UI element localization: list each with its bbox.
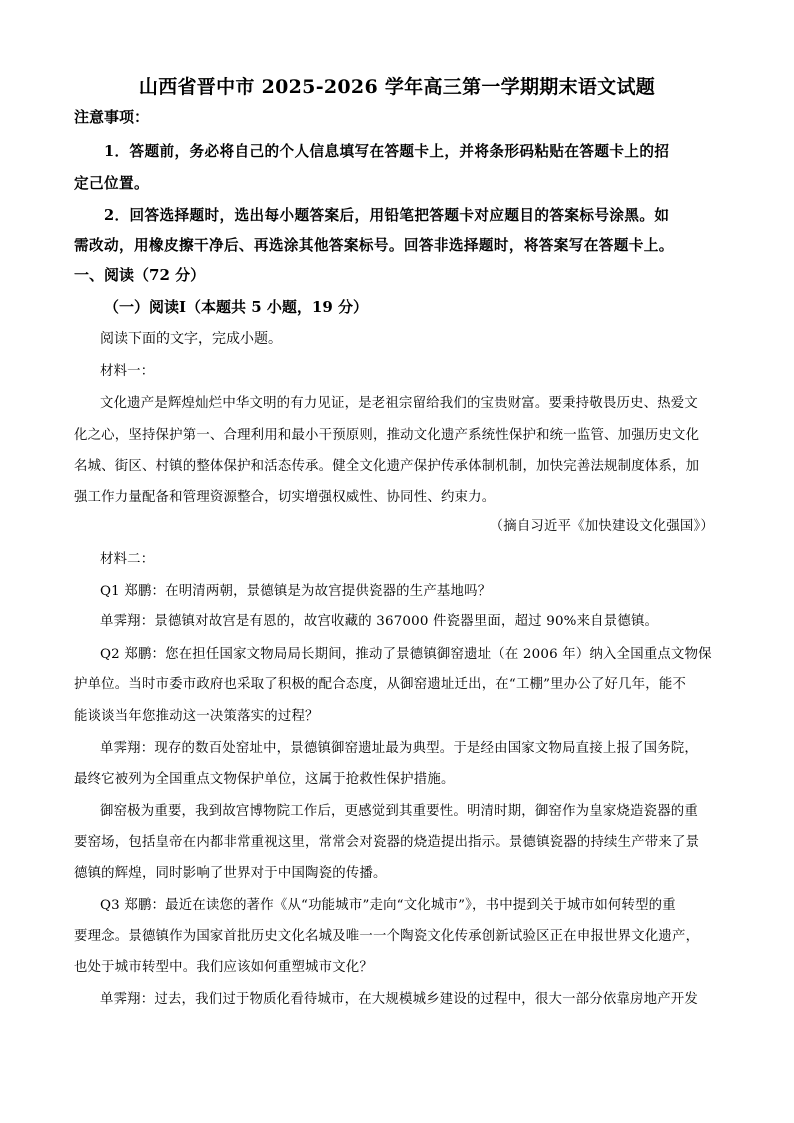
notice-heading: 注意事项： [74, 108, 150, 126]
material-2-label: 材料二： [100, 552, 155, 567]
material-1-label: 材料一： [100, 364, 155, 379]
notice-item-2-line-2: 需改动，用橡皮擦干净后、再选涂其他答案标号。回答非选择题时，将答案写在答题卡上。 [74, 237, 674, 254]
notice-item-1-line-1: 1．答题前，务必将自己的个人信息填写在答题卡上，并将条形码粘贴在答题卡上的招 [104, 143, 670, 160]
material-1-line: 强工作力量配备和管理资源整合，切实增强权威性、协同性、约束力。 [74, 490, 496, 505]
reading-instruction: 阅读下面的文字，完成小题。 [100, 331, 282, 347]
material-1-line: 文化遗产是辉煌灿烂中华文明的有力见证，是老祖宗留给我们的宝贵财富。要秉持敬畏历史、热爱文 [100, 396, 698, 411]
interview-line: 单霁翔：景德镇对故宫是有恩的，故宫收藏的 367000 件瓷器里面，超过 90%来自景德镇。 [100, 614, 659, 629]
interview-line: Q3 郑鹏：最近在读您的著作《从“功能城市”走向“文化城市”》，书中提到关于城市如何转型的重 [100, 898, 676, 913]
interview-line: 单霁翔：现存的数百处窑址中，景德镇御窑遗址最为典型。于是经由国家文物局直接上报了国务院， [100, 741, 698, 756]
interview-line: 要窑场，包括皇帝在内都非常重视这里，常常会对瓷器的烧造提出指示。景德镇瓷器的持续生产带来了景 [74, 835, 700, 850]
interview-line: Q1 郑鹏：在明清两朝，景德镇是为故宫提供瓷器的生产基地吗？ [100, 584, 492, 599]
interview-line: 单霁翔：过去，我们过于物质化看待城市，在大规模城乡建设的过程中，很大一部分依靠房地产开发 [100, 992, 698, 1007]
interview-line: 也处于城市转型中。我们应该如何重塑城市文化？ [74, 960, 373, 975]
interview-line: 御窑极为重要，我到故宫博物院工作后，更感觉到其重要性。明清时期，御窑作为皇家烧造瓷器的重 [100, 804, 698, 819]
interview-line: 护单位。当时市委市政府也采取了积极的配合态度，从御窑遗址迁出，在“工棚”里办公了好几年，能不 [74, 677, 687, 692]
material-1-source: （摘自习近平《加快建设文化强国》） [489, 519, 714, 534]
interview-line: 最终它被列为全国重点文物保护单位，这属于抢救性保护措施。 [74, 772, 455, 787]
material-1-line: 名城、街区、村镇的整体保护和活态传承。健全文化遗产保护传承体制机制，加快完善法规制度体系，加 [74, 459, 700, 474]
subsection-heading: （一）阅读Ⅰ（本题共 5 小题，19 分） [104, 298, 368, 316]
material-1-line: 化之心，坚持保护第一、合理利用和最小干预原则，推动文化遗产系统性保护和统一监管、加强历史文化 [74, 428, 700, 443]
interview-line: Q2 郑鹏：您在担任国家文物局局长期间，推动了景德镇御窑遗址（在 2006 年）纳入全国重点文物保 [100, 647, 712, 662]
notice-item-2-line-1: 2．回答选择题时，选出每小题答案后，用铅笔把答题卡对应题目的答案标号涂黑。如 [104, 207, 670, 224]
section-heading: 一、阅读（72 分） [74, 266, 206, 284]
interview-line: 要理念。景德镇作为国家首批历史文化名城及唯一一个陶瓷文化传承创新试验区正在申报世界文化遗产， [74, 929, 700, 944]
interview-line: 德镇的辉煌，同时影响了世界对于中国陶瓷的传播。 [74, 866, 387, 881]
page-title: 山西省晋中市 2025-2026 学年高三第一学期期末语文试题 [138, 76, 656, 98]
interview-line: 能谈谈当年您推动这一决策落实的过程？ [74, 709, 319, 724]
notice-item-1-line-2: 定己位置。 [74, 175, 149, 192]
